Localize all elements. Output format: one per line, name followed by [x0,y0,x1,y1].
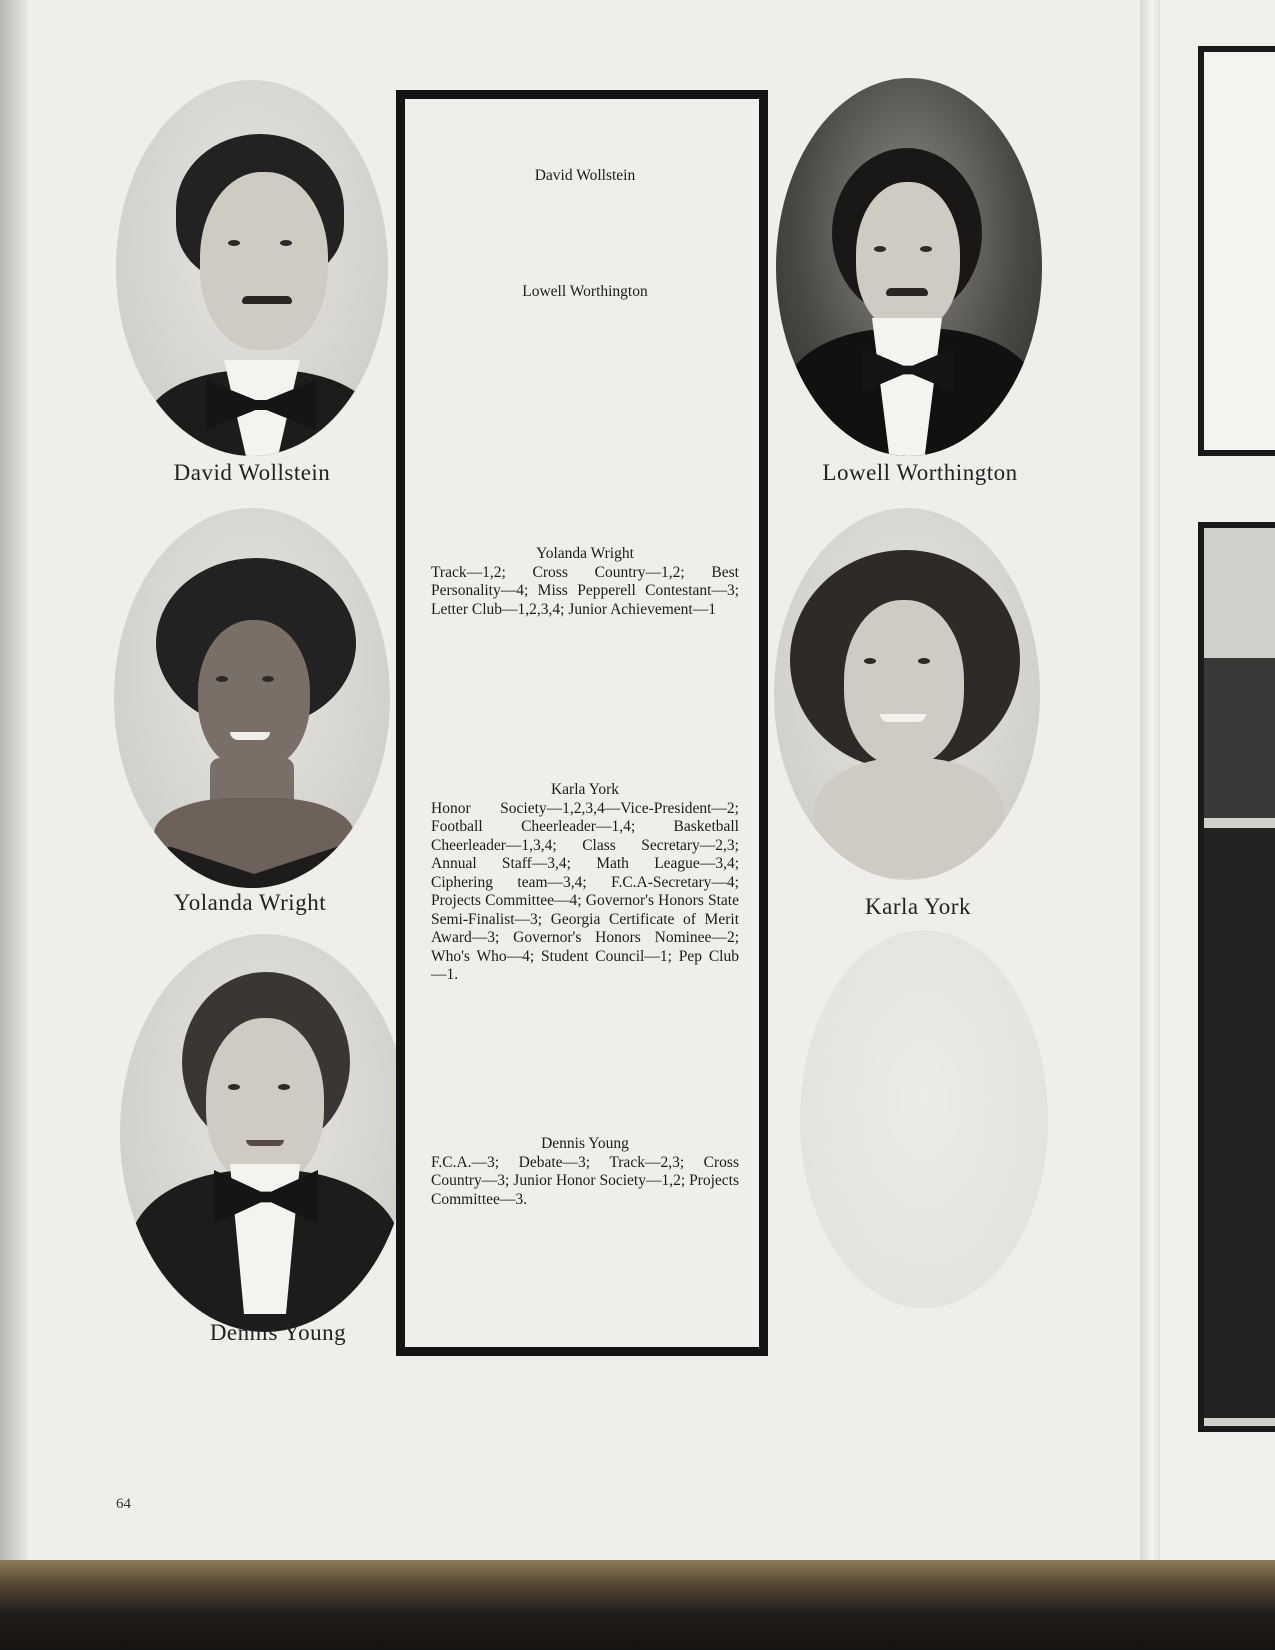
entry-david-wollstein [431,167,739,186]
caption-lowell-worthington: Lowell Worthington [822,460,1018,485]
binding-shadow [0,0,28,1572]
book-bottom-edge [0,1560,1275,1650]
entry-name: Lowell Worthington [522,283,648,300]
caption-karla-york: Karla York [865,894,971,919]
entry-name: Dennis Young [541,1135,629,1152]
caption-david-wollstein: David Wollstein [173,460,331,485]
page-number: 64 [116,1496,131,1512]
empty-portrait-placeholder [800,930,1048,1308]
entry-activities: Honor Society—1,2,3,4—Vice-President—2; Football Cheerleader—1,4; Basketball Cheerleader—1,3,4; Class Secretary—2,3; Annual Staff—3,4; Math League—3,4; Ciphering team—3,4; F.C.A-Secretary—4; Projects Committee—4; Governor's Honors State Semi-Finalist—3; Georgia Certificate of Merit Award—3; Governor's Honors Nominee—2; Who's Who—4; Student Council—1; Pep Club—1. [431,799,739,983]
portrait-lowell-worthington [776,78,1042,456]
portrait-karla-york [774,508,1040,880]
portrait-david-wollstein [116,80,388,456]
portrait-yolanda-wright [114,508,390,888]
portrait-dennis-young [120,934,410,1332]
facing-page-edge [1160,0,1275,1572]
entry-yolanda-wright [431,545,739,619]
entry-activities: Track—1,2; Cross Country—1,2; Best Personality—4; Miss Pepperell Contestant—3; Letter Club—1,2,3,4; Junior Achievement—1 [431,563,739,618]
caption-dennis-young: Dennis Young [209,1320,347,1345]
facing-photo-frame [1198,46,1275,456]
entry-activities: F.C.A.—3; Debate—3; Track—2,3; Cross Country—3; Junior Honor Society—1,2; Projects Committee—3. [431,1153,739,1208]
entry-name: Karla York [550,781,620,798]
entry-name: David Wollstein [534,167,636,184]
entry-dennis-young [431,1135,739,1209]
entry-lowell-worthington [431,283,739,302]
facing-photo-frame [1198,522,1275,1432]
senior-activities-box [396,90,768,1356]
entry-name: Yolanda Wright [536,545,634,562]
entry-karla-york [431,781,739,985]
caption-yolanda-wright: Yolanda Wright [173,890,327,915]
